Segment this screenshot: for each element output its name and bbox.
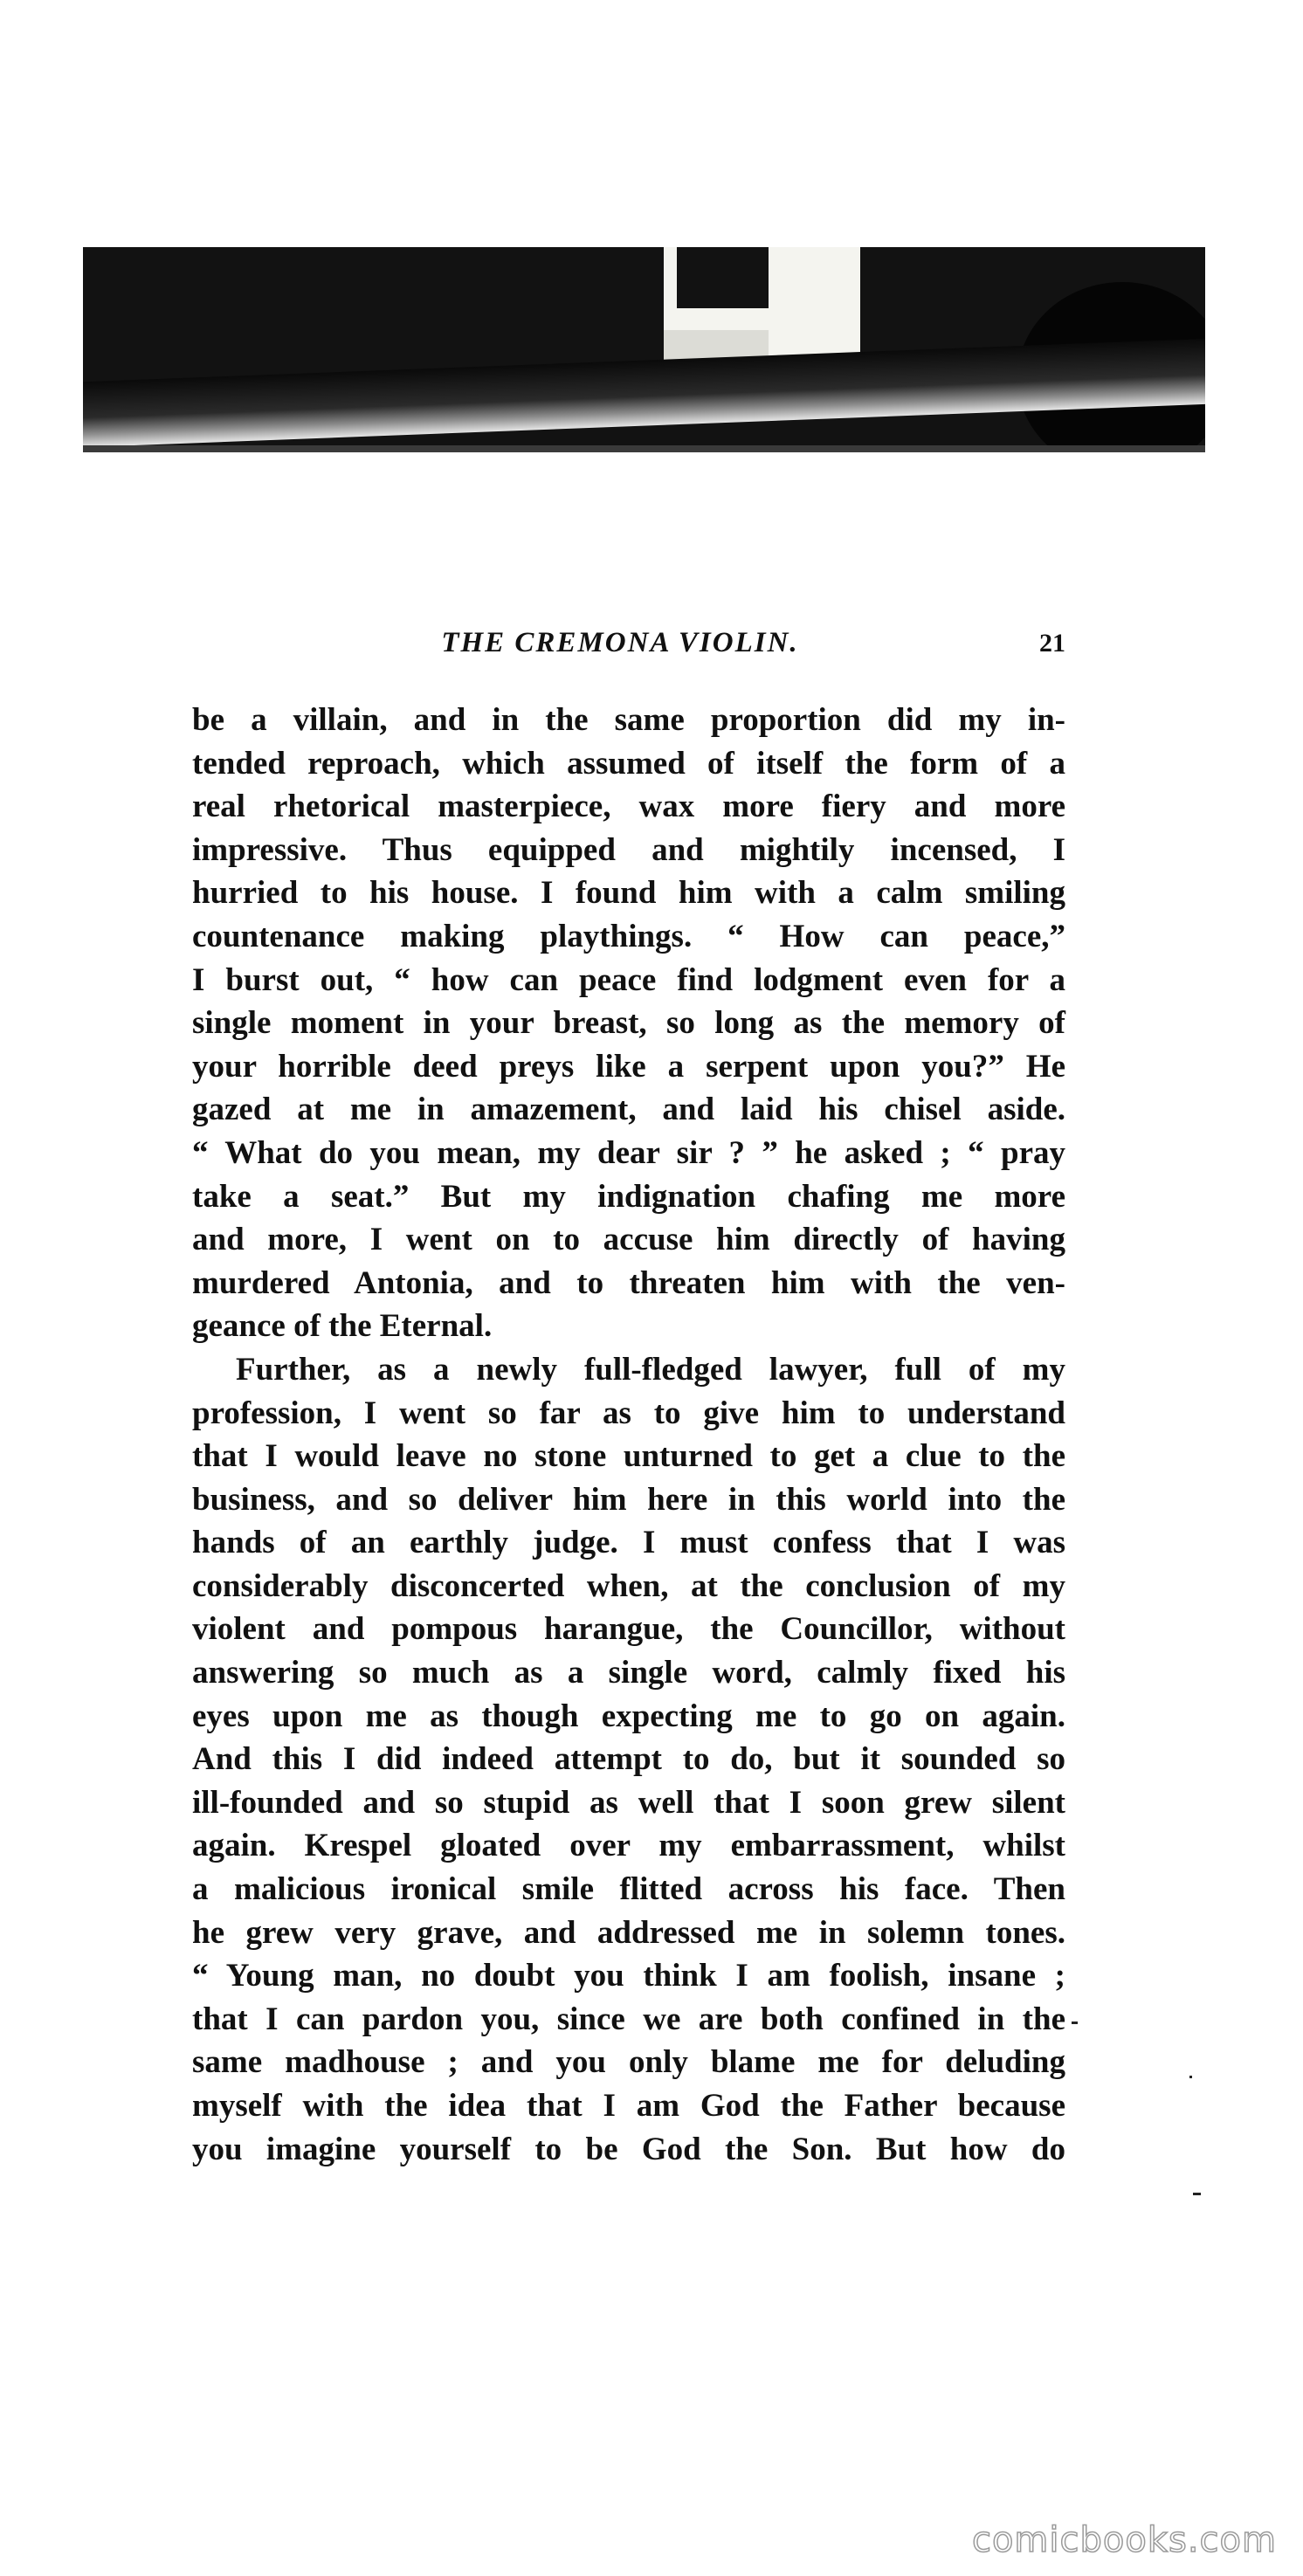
text-line: myself with the idea that I am God the Father because xyxy=(192,2088,1065,2124)
paragraph-start-line: Further, as a newly full-fledged lawyer, full of my xyxy=(236,1351,1065,1388)
text-line: “ Young man, no doubt you think I am foolish, insane ; xyxy=(192,1958,1065,1994)
text-line: hands of an earthly judge. I must confess that I was xyxy=(192,1525,1065,1561)
text-line: same madhouse ; and you only blame me for deluding xyxy=(192,2044,1065,2081)
header-photo-band xyxy=(83,247,1205,452)
page-number: 21 xyxy=(1039,629,1065,658)
text-line: impressive. Thus equipped and mightily incensed, I xyxy=(192,831,1065,868)
running-head xyxy=(192,627,1065,665)
text-line: you imagine yourself to be God the Son. But how do xyxy=(192,2131,1065,2167)
margin-speck xyxy=(1072,2022,1078,2024)
text-line: single moment in your breast, so long as the memory of xyxy=(192,1005,1065,1042)
text-line: a malicious ironical smile flitted across his face. Then xyxy=(192,1871,1065,1908)
text-line: your horrible deed preys like a serpent upon you?” He xyxy=(192,1048,1065,1085)
text-line: be a villain, and in the same proportion did my in- xyxy=(192,702,1065,738)
text-line: ill-founded and so stupid as well that I soon grew silent xyxy=(192,1784,1065,1821)
text-line: business, and so deliver him here in this world into the xyxy=(192,1481,1065,1518)
text-line: that I would leave no stone unturned to get a clue to the xyxy=(192,1438,1065,1475)
band-bottom-edge xyxy=(83,445,1205,452)
text-line: answering so much as a single word, calmly fixed his xyxy=(192,1655,1065,1691)
text-line: take a seat.” But my indignation chafing me more xyxy=(192,1178,1065,1215)
running-title: THE CREMONA VIOLIN. xyxy=(441,627,799,658)
body-text xyxy=(192,699,1065,2171)
watermark: comicbooks.com xyxy=(971,2520,1277,2560)
text-line: that I can pardon you, since we are both confined in the xyxy=(192,2001,1065,2037)
text-line: “ What do you mean, my dear sir ? ” he asked ; “ pray xyxy=(192,1134,1065,1171)
text-line: real rhetorical masterpiece, wax more fiery and more xyxy=(192,789,1065,825)
text-line: countenance making playthings. “ How can peace,” xyxy=(192,918,1065,954)
margin-speck xyxy=(1189,2076,1192,2078)
text-line: hurried to his house. I found him with a calm smiling xyxy=(192,875,1065,912)
text-line: tended reproach, which assumed of itself the form of a xyxy=(192,745,1065,782)
text-line: again. Krespel gloated over my embarrassment, whilst xyxy=(192,1828,1065,1864)
text-line: violent and pompous harangue, the Councillor, without xyxy=(192,1611,1065,1648)
text-line: he grew very grave, and addressed me in solemn tones. xyxy=(192,1914,1065,1951)
text-line: and more, I went on to accuse him directly of having xyxy=(192,1222,1065,1258)
margin-speck xyxy=(1193,2193,1201,2195)
text-line: eyes upon me as though expecting me to go on again. xyxy=(192,1698,1065,1734)
text-line: I burst out, “ how can peace find lodgment even for a xyxy=(192,961,1065,998)
paragraph-end-line: geance of the Eternal. xyxy=(192,1308,493,1345)
dark-inset xyxy=(677,247,769,308)
text-line: murdered Antonia, and to threaten him with the ven- xyxy=(192,1264,1065,1301)
text-line: considerably disconcerted when, at the conclusion of my xyxy=(192,1567,1065,1604)
text-line: And this I did indeed attempt to do, but it sounded so xyxy=(192,1741,1065,1778)
text-line: profession, I went so far as to give him to understand xyxy=(192,1395,1065,1431)
text-line: gazed at me in amazement, and laid his chisel aside. xyxy=(192,1092,1065,1128)
